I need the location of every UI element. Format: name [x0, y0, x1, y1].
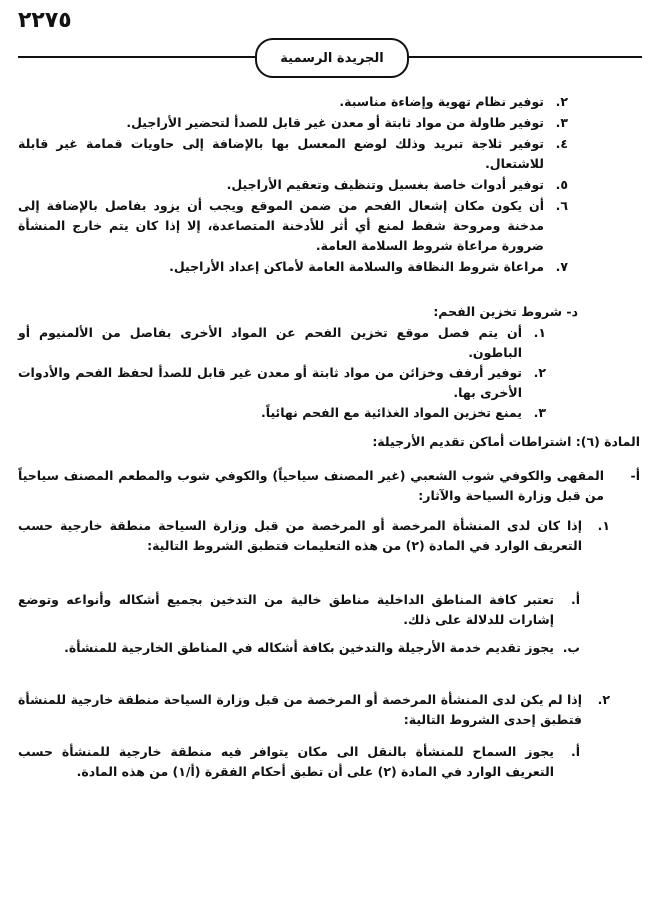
list-item-number: ٣. [555, 115, 568, 130]
point-1-number: ١. [597, 518, 610, 533]
list-item-text: توفير نظام تهوية وإضاءة مناسبة. [339, 94, 544, 109]
point-1-text: إذا كان لدى المنشأة المرخصة أو المرخصة من قبل وزارة السياحة منطقة خارجية حسب التعريف الوارد في المادة (٢) من هذه التعليمات فتطبق الشروط التالية: [18, 518, 582, 553]
section-d-list [18, 323, 546, 423]
list-item [18, 92, 568, 112]
page-number: ٢٢٧٥ [18, 8, 72, 33]
point-1b-label: ب. [562, 640, 580, 655]
point-1-row [18, 516, 610, 556]
article-6-point-1 [18, 516, 610, 556]
para-a-label: أ- [630, 468, 640, 483]
list-item [18, 175, 568, 195]
point-2-text: إذا لم يكن لدى المنشأة المرخصة أو المرخصة من قبل وزارة السياحة منطقة خارجية للمنشأة فتطبق إحدى الشروط التالية: [18, 692, 582, 727]
list-a [18, 92, 568, 277]
gazette-title: الجريدة الرسمية [280, 50, 384, 66]
point-2-row [18, 690, 610, 730]
list-item [18, 134, 568, 174]
list-item-text: توفير أرفف وخزائن من مواد ثابتة أو معدن غير قابل للصدأ لحفظ الفحم والأدوات الأخرى بها. [18, 365, 522, 400]
list-item-number: ٧. [555, 259, 568, 274]
list-item-number: ٣. [533, 405, 546, 420]
article-6-heading: المادة (٦): اشتراطات أماكن تقديم الأرجيلة: [372, 434, 640, 449]
list-item-number: ٤. [555, 136, 568, 151]
article-6-para-a [18, 466, 640, 506]
list-item-text: أن يتم فصل موقع تخزين الفحم عن المواد الأخرى بفاصل من الألمنيوم أو الباطون. [18, 325, 522, 360]
list-item-number: ١. [533, 325, 546, 340]
point-2a-label: أ. [570, 744, 580, 759]
list-item-number: ٦. [555, 198, 568, 213]
point-2a-row [18, 742, 580, 782]
point-2-number: ٢. [597, 692, 610, 707]
list-item-text: مراعاة شروط النظافة والسلامة العامة لأماكن إعداد الأراجيل. [169, 259, 544, 274]
list-item-text: أن يكون مكان إشعال الفحم من ضمن الموقع ويجب أن يزود بفاصل بالإضافة إلى مدخنة ومروحة شفط لمنع أي أثر للأدخنة المتصاعدة، إلا إذا كان يتم خارج المنشأة ضرورة مراعاة شروط السلامة العامة. [18, 198, 544, 253]
article-6-point-2a [18, 742, 580, 782]
list-item [18, 196, 568, 256]
list-item-number: ٢. [555, 94, 568, 109]
point-1b-text: يجوز تقديم خدمة الأرجيلة والتدخين بكافة أشكاله في المناطق الخارجية للمنشأة. [64, 640, 554, 655]
point-2a-text: يجوز السماح للمنشأة بالنقل الى مكان يتوافر فيه منطقة خارجية للمنشأة حسب التعريف الوارد في المادة (٢) على أن تطبق أحكام الفقرة (أ/١) من هذه المادة. [18, 744, 554, 779]
article-6-point-1a [18, 590, 580, 630]
para-a-row [18, 466, 640, 506]
gazette-title-box [255, 38, 409, 78]
list-item-text: يمنع تخزين المواد الغذائية مع الفحم نهائياً. [261, 405, 522, 420]
point-1a-row [18, 590, 580, 630]
article-6-point-1b [18, 638, 580, 658]
list-item-text: توفير ثلاجة تبريد وذلك لوضع المعسل بها بالإضافة إلى حاويات قمامة غير قابلة للاشتعال. [18, 136, 544, 171]
list-item [18, 403, 546, 423]
list-item-number: ٥. [555, 177, 568, 192]
point-1b-row [18, 638, 580, 658]
point-1a-text: تعتبر كافة المناطق الداخلية مناطق خالية من التدخين بجميع أشكاله وأنواعه وتوضع إشارات للدلالة على ذلك. [18, 592, 554, 627]
list-item-number: ٢. [533, 365, 546, 380]
list-item-text: توفير طاولة من مواد ثابتة أو معدن غير قابل للصدأ لتحضير الأراجيل. [126, 115, 544, 130]
list-item [18, 363, 546, 403]
list-item-text: توفير أدوات خاصة بغسيل وتنظيف وتعقيم الأراجيل. [226, 177, 544, 192]
para-a-text: المقهى والكوفي شوب الشعبي (غير المصنف سياحياً) والكوفي شوب والمطعم المصنف سياحياً من قبل وزارة السياحة والآثار: [18, 468, 604, 503]
list-item [18, 113, 568, 133]
section-d-heading: د- شروط تخزين الفحم: [433, 304, 578, 319]
list-item [18, 257, 568, 277]
point-1a-label: أ. [570, 592, 580, 607]
list-item [18, 323, 546, 363]
article-6-point-2 [18, 690, 610, 730]
